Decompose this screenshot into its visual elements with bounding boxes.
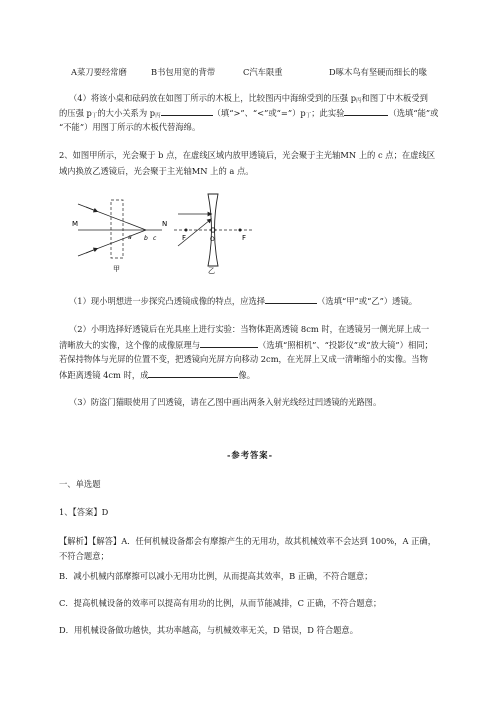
q2-line-2: 域内换放乙透镜后，光会聚于主光轴MN 上的 a 点。 [59,166,254,176]
answer-item-1: 1、【答案】D [59,507,109,517]
lens-figure [66,184,256,274]
label-c: c [153,235,157,242]
sub-question-2-line-1: （2）小明选择好透镜后在光具座上进行实验：当物体距离透镜 8cm 时，在透镜另一侧光屏上成一 [69,324,430,334]
label-a: a [128,234,132,241]
analysis-b: B．减小机械内部摩擦可以减小无用功比例，从而提高其效率，B 正确，不符合题意； [59,571,373,581]
option-b: B书包用宽的背带 [151,67,216,77]
arrow-upper [86,207,96,211]
caption-yi: 乙 [208,267,215,274]
label-b: b [144,235,148,242]
dashed-region [111,200,123,258]
answer-blank[interactable] [148,368,238,378]
caption-jia: 甲 [113,265,120,273]
option-a: A菜刀要经常磨 [71,67,127,77]
label-o: O [210,236,215,243]
answer-blank[interactable] [344,106,388,116]
analysis-line-1: 【解析】【解答】A．任何机械设备都会有摩擦产生的无用功，故其机械效率不会达到 100%，A 正确， [59,536,437,546]
answer-blank[interactable] [265,294,317,304]
sub-question-2-line-2: 清晰放大的实像，这个像的成像原理与 （选填“照相机”、“投影仪”或“放大镜”）相同； [59,340,433,350]
q4-line-2: 的压强 p丁的大小关系为 p丙 （填“>”、“<”或“=”）p丁；此实验 （选填“能”或 [59,108,439,119]
analysis-c: C．提高机械设备的效率可以提高有用功的比例，从而节能减排，C 正确，不符合题意； [59,598,382,608]
label-f-right: F [242,234,247,242]
label-f-left: F [182,234,187,242]
label-n: N [162,220,168,228]
focus-left [185,229,188,232]
sub-question-2-line-3: 若保持物体与光屏的位置不变，把透镜向光屏方向移动 2cm，在光屏上又成一清晰缩小的实像。当物 [59,354,428,364]
answers-title: -参考答案- [226,450,274,460]
figure-yi [174,194,252,274]
answer-blank[interactable] [161,106,213,116]
sub-question-2-line-4: 体距离透镜 4cm 时，成 像。 [59,370,256,380]
arrow-lower [86,249,96,253]
figure-jia [72,200,167,273]
q2-line-1: 2、如图甲所示，光会聚于 b 点，在虚线区域内放甲透镜后，光会聚于主光轴MN 上的 c 点；在虚线区 [59,150,436,160]
incident-ray-2 [178,220,210,246]
label-m: M [72,220,79,228]
q4-line-1: （4）将该小桌和砝码放在如图丁所示的木板上，比较图丙中海绵受到的压强 p丙和图丁中木板受到 [69,93,428,104]
sub-question-3: （3）防盗门猫眼使用了凹透镜，请在乙图中画出两条入射光线经过凹透镜的光路图。 [69,397,382,407]
analysis-d: D．用机械设备做功越快，其功率越高，与机械效率无关，D 错误，D 符合题意。 [59,625,359,635]
option-d: D啄木鸟有坚硬而细长的喙 [329,67,427,77]
answer-blank[interactable] [200,338,258,348]
q4-line-3: “不能”）用图丁所示的木板代替海绵。 [59,122,201,132]
analysis-line-2: 不符合题意； [59,551,109,561]
option-c: C汽车限重 [243,67,283,77]
focus-right [239,229,242,232]
section-heading: 一、单选题 [59,479,101,489]
sub-question-1: （1）现小明想进一步探究凸透镜成像的特点，应选择 （选填“甲”或“乙”）透镜。 [69,296,418,306]
